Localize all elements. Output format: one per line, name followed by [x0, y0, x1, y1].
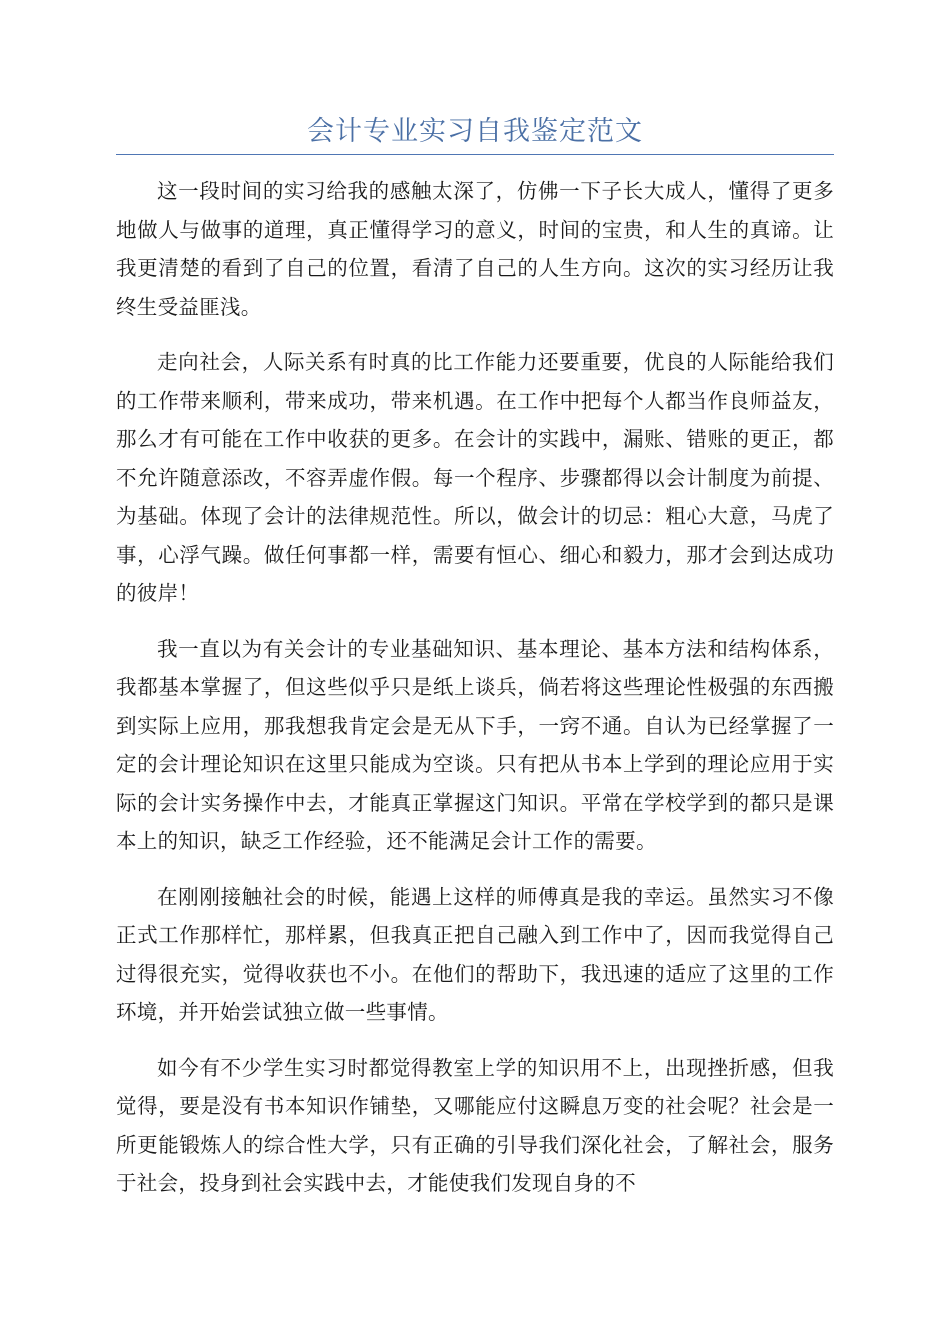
paragraph-4: 在刚刚接触社会的时候，能遇上这样的师傅真是我的幸运。虽然实习不像正式工作那样忙，那样累，但我真正把自己融入到工作中了，因而我觉得自己过得很充实，觉得收获也不小。在他们的帮助下，我迅速的适应了这里的工作环境，并开始尝试独立做一些事情。	[116, 884, 834, 1024]
paragraph-3: 我一直以为有关会计的专业基础知识、基本理论、基本方法和结构体系，我都基本掌握了，但这些似乎只是纸上谈兵，倘若将这些理论性极强的东西搬到实际上应用，那我想我肯定会是无从下手，一窍不通。自认为已经掌握了一定的会计理论知识在这里只能成为空谈。只有把从书本上学到的理论应用于实际的会计实务操作中去，才能真正掌握这门知识。平常在学校学到的都只是课本上的知识，缺乏工作经验，还不能满足会计工作的需要。	[116, 636, 834, 853]
paragraph-2: 走向社会，人际关系有时真的比工作能力还要重要，优良的人际能给我们的工作带来顺利，带来成功，带来机遇。在工作中把每个人都当作良师益友，那么才有可能在工作中收获的更多。在会计的实践中，漏账、错账的更正，都不允许随意添改，不容弄虚作假。每一个程序、步骤都得以会计制度为前提、为基础。体现了会计的法律规范性。所以，做会计的切忌：粗心大意，马虎了事，心浮气躁。做任何事都一样，需要有恒心、细心和毅力，那才会到达成功的彼岸！	[116, 350, 834, 605]
document-title: 会计专业实习自我鉴定范文	[307, 116, 643, 147]
title-underline	[116, 154, 834, 155]
paragraph-5: 如今有不少学生实习时都觉得教室上学的知识用不上，出现挫折感，但我觉得，要是没有书本知识作铺垫，又哪能应付这瞬息万变的社会呢？社会是一所更能锻炼人的综合性大学，只有正确的引导我们深化社会，了解社会，服务于社会，投身到社会实践中去，才能使我们发现自身的不	[116, 1055, 834, 1195]
document-body	[116, 172, 834, 1220]
paragraph-1: 这一段时间的实习给我的感触太深了，仿佛一下子长大成人，懂得了更多地做人与做事的道理，真正懂得学习的意义，时间的宝贵，和人生的真谛。让我更清楚的看到了自己的位置，看清了自己的人生方向。这次的实习经历让我终生受益匪浅。	[116, 179, 834, 319]
